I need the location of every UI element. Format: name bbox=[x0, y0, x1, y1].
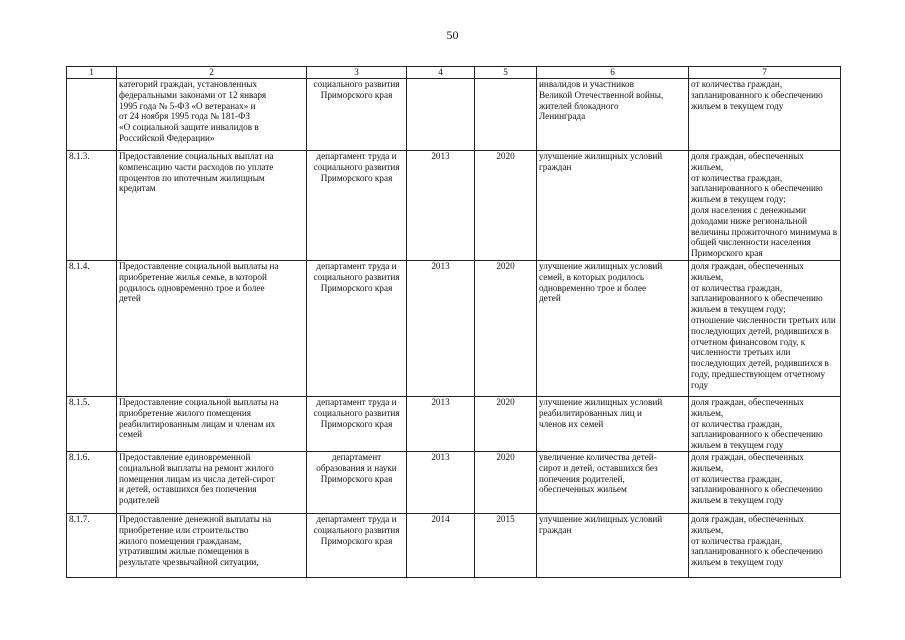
end-year-cell: 2020 bbox=[475, 397, 537, 452]
header-cell: 5 bbox=[475, 67, 537, 79]
executor-cell: департамент труда и социального развития Приморского края bbox=[307, 397, 407, 452]
indicator-cell: доля граждан, обеспеченных жильем, от количества граждан, запланированного к обеспечению жильем в текущем году bbox=[689, 397, 841, 452]
row-number-cell: 8.1.4. bbox=[67, 261, 117, 397]
header-cell: 3 bbox=[307, 67, 407, 79]
table-row bbox=[67, 79, 841, 151]
indicator-cell: от количества граждан, запланированного к обеспечению жильем в текущем году bbox=[689, 79, 841, 151]
header-row bbox=[67, 67, 841, 79]
start-year-cell: 2013 bbox=[407, 397, 475, 452]
measure-cell: Предоставление социальных выплат на компенсацию части расходов по уплате процентов по ипотечным жилищным кредитам bbox=[117, 151, 307, 261]
executor-cell: департамент труда и социального развития Приморского края bbox=[307, 513, 407, 577]
table-row bbox=[67, 397, 841, 452]
result-cell: инвалидов и участников Великой Отечественной войны, жителей блокадного Ленинграда bbox=[537, 79, 689, 151]
header-cell: 6 bbox=[537, 67, 689, 79]
result-cell: улучшение жилищных условий граждан bbox=[537, 513, 689, 577]
measure-cell: Предоставление единовременной социальной выплаты на ремонт жилого помещения лицам из числа детей-сирот и детей, оставшихся без попечения родителей bbox=[117, 451, 307, 513]
program-measures-table bbox=[66, 66, 841, 578]
end-year-cell: 2020 bbox=[475, 261, 537, 397]
result-cell: улучшение жилищных условий реабилитированных лиц и членов их семей bbox=[537, 397, 689, 452]
start-year-cell bbox=[407, 79, 475, 151]
header-cell: 1 bbox=[67, 67, 117, 79]
measure-cell: Предоставление денежной выплаты на приобретение или строительство жилого помещения гражданам, утратившим жилые помещения в результате чрезвычайной ситуации, bbox=[117, 513, 307, 577]
indicator-cell: доля граждан, обеспеченных жильем, от количества граждан, запланированного к обеспечению жильем в текущем году; доля населения с денежными доходами ниже региональной величины прожиточного минимума в общей численности населения Приморского края bbox=[689, 151, 841, 261]
start-year-cell: 2013 bbox=[407, 451, 475, 513]
row-number-cell: 8.1.6. bbox=[67, 451, 117, 513]
end-year-cell: 2015 bbox=[475, 513, 537, 577]
table-row bbox=[67, 151, 841, 261]
row-number-cell: 8.1.3. bbox=[67, 151, 117, 261]
end-year-cell: 2020 bbox=[475, 451, 537, 513]
row-number-cell bbox=[67, 79, 117, 151]
end-year-cell bbox=[475, 79, 537, 151]
executor-cell: департамент труда и социального развития Приморского края bbox=[307, 261, 407, 397]
header-cell: 2 bbox=[117, 67, 307, 79]
header-cell: 7 bbox=[689, 67, 841, 79]
result-cell: улучшение жилищных условий граждан bbox=[537, 151, 689, 261]
header-cell: 4 bbox=[407, 67, 475, 79]
executor-cell: департамент труда и социального развития Приморского края bbox=[307, 151, 407, 261]
indicator-cell: доля граждан, обеспеченных жильем, от количества граждан, запланированного к обеспечению жильем в текущем году; отношение численности третьих или последующих детей, родившихся в отчетном финансовом году, к численности третьих или последующих детей, родившихся в году, предшествующем отчетному году bbox=[689, 261, 841, 397]
executor-cell: социального развития Приморского края bbox=[307, 79, 407, 151]
start-year-cell: 2014 bbox=[407, 513, 475, 577]
measure-cell: категорий граждан, установленных федеральными законами от 12 января 1995 года № 5-ФЗ «О ветеранах» и от 24 ноября 1995 года № 181-ФЗ «О социальной защите инвалидов в Российской Федерации» bbox=[117, 79, 307, 151]
row-number-cell: 8.1.5. bbox=[67, 397, 117, 452]
indicator-cell: доля граждан, обеспеченных жильем, от количества граждан, запланированного к обеспечению жильем в текущем году bbox=[689, 451, 841, 513]
result-cell: увеличение количества детей- сирот и детей, оставшихся без попечения родителей, обеспеченных жильем bbox=[537, 451, 689, 513]
end-year-cell: 2020 bbox=[475, 151, 537, 261]
table-row bbox=[67, 261, 841, 397]
table-row bbox=[67, 513, 841, 577]
row-number-cell: 8.1.7. bbox=[67, 513, 117, 577]
measure-cell: Предоставление социальной выплаты на приобретение жилого помещения реабилитированным лицам и членам их семей bbox=[117, 397, 307, 452]
start-year-cell: 2013 bbox=[407, 151, 475, 261]
executor-cell: департамент образования и науки Приморского края bbox=[307, 451, 407, 513]
table-row bbox=[67, 451, 841, 513]
measure-cell: Предоставление социальной выплаты на приобретение жилья семье, в которой родилось одновременно трое и более детей bbox=[117, 261, 307, 397]
page-number: 50 bbox=[446, 28, 459, 42]
indicator-cell: доля граждан, обеспеченных жильем, от количества граждан, запланированного к обеспечению жильем в текущем году bbox=[689, 513, 841, 577]
start-year-cell: 2013 bbox=[407, 261, 475, 397]
result-cell: улучшение жилищных условий семей, в которых родилось одновременно трое и более детей bbox=[537, 261, 689, 397]
